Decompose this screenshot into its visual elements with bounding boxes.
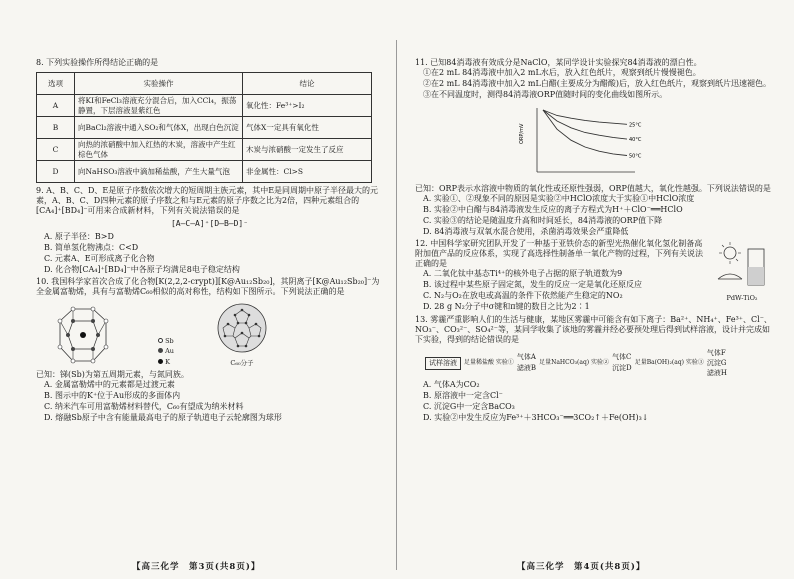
row-label: A bbox=[37, 95, 75, 117]
question-9-option-a: A. 原子半径：B>D bbox=[44, 232, 114, 241]
question-11-step-3: ③在不同温度时，测得84消毒液ORP值随时间的变化曲线如图所示。 bbox=[423, 90, 668, 99]
row-operation: 将KI和FeCl₃溶液充分混合后，加入CCl₄，振荡静置，下层溶液显紫红色 bbox=[75, 95, 243, 117]
question-10-figures bbox=[36, 300, 383, 367]
flow-step-1: 足量稀盐酸 实验① bbox=[464, 359, 514, 367]
c60-molecule-icon bbox=[214, 300, 270, 356]
row-operation: 向NaHSO₃溶液中滴加稀盐酸，产生大量气泡 bbox=[75, 161, 243, 183]
question-12-option-d: D. 28 g N₂分子中σ键和π键的数目之比为2∶1 bbox=[423, 302, 590, 311]
question-10-stem: 10. 我国科学家首次合成了化合物[K(2,2,2-crypt)][K@Au₁₂Sb₂₀]，其阴离子[K@Au₁₂Sb₂₀]⁻为全金属富勒烯，具有与富勒烯C₆₀相似的高对称性，结构如下图所示。下列说法正确的是 bbox=[36, 277, 380, 296]
table-header-option: 选项 bbox=[37, 73, 75, 95]
question-12-stem: 12. 中国科学家研究团队开发了一种基于亚铁价态的新型光热催化氧化氢化制备高附加值产品的反应体系，实现了高选择性制备单一氧化产物的过程，下列有关说法正确的是 bbox=[415, 239, 703, 268]
question-12-option-a: A. 二氧化钛中基态Ti⁴⁺的核外电子占据的原子轨道数为9 bbox=[423, 269, 623, 278]
question-11-option-b: B. 实验②中白醋与84消毒液发生反应的离子方程式为H⁺＋ClO⁻══HClO bbox=[423, 205, 683, 214]
question-10-option-d: D. 熔融Sb原子中含有能量最高电子的原子轨道电子云轮廓图为球形 bbox=[44, 413, 282, 423]
orp-series-line bbox=[543, 110, 627, 139]
row-conclusion: 木炭与浓硝酸一定发生了反应 bbox=[243, 139, 372, 161]
question-9-option-c: C. 元素A、E可形成离子化合物 bbox=[44, 254, 155, 263]
question-10-option-a: A. 金属富勒烯中的元素都是过渡元素 bbox=[44, 380, 175, 390]
question-11-step-1: ①在2 mL 84消毒液中加入2 mL水后，放入红色纸片，观察到纸片慢慢褪色。 bbox=[423, 68, 701, 77]
table-row bbox=[37, 161, 372, 183]
row-label: D bbox=[37, 161, 75, 183]
legend-sb-label: Sb bbox=[165, 336, 174, 345]
row-conclusion: 非金属性：Cl>S bbox=[243, 161, 372, 183]
question-11-option-d: D. 84消毒液与双氧水混合使用，杀菌消毒效果会严重降低 bbox=[423, 227, 629, 236]
question-10-note: 已知：锑(Sb)为第五周期元素，与氮同族。 bbox=[36, 370, 189, 380]
table-row bbox=[37, 139, 372, 161]
flow-gas-f: 气体F bbox=[706, 349, 726, 357]
question-12 bbox=[415, 239, 772, 313]
left-page-footer: 【高三化学 第3页(共8页)】 bbox=[132, 562, 261, 573]
flow-col-a bbox=[517, 353, 536, 373]
flow-sample-solution: 试样溶液 bbox=[425, 357, 461, 370]
question-10-option-c: C. 纳米汽车可用富勒烯材料替代，C₆₀有望成为纳米材料 bbox=[44, 402, 244, 412]
flow-precipitate-g: 沉淀G bbox=[706, 358, 727, 367]
row-operation: 向BaCl₂溶液中通入SO₂和气体X，出现白色沉淀 bbox=[75, 117, 243, 139]
legend-item bbox=[158, 357, 174, 367]
question-13-option-c: C. 沉淀G中一定含BaCO₃ bbox=[423, 402, 515, 412]
legend-k-label: K bbox=[165, 357, 170, 366]
question-11 bbox=[415, 58, 772, 237]
table-row bbox=[37, 95, 372, 117]
question-12-text bbox=[415, 239, 708, 313]
right-page bbox=[397, 0, 794, 579]
question-11-stem: 11. 已知84消毒液有效成分是NaClO，某同学设计实验探究84消毒液的漂白性。 bbox=[415, 58, 702, 67]
question-10-option-b: B. 图示中的K⁺位于Au形成的多面体内 bbox=[44, 391, 181, 401]
question-11-note: 已知：ORP表示水溶液中物质的氧化性或还原性强弱，ORP值越大，氧化性越强。下列说法错误的是 bbox=[415, 184, 771, 193]
row-conclusion: 氧化性：Fe³⁺>I₂ bbox=[243, 95, 372, 117]
row-label: B bbox=[37, 117, 75, 139]
question-8 bbox=[36, 58, 383, 183]
question-12-option-c: C. N₂与O₂在放电或高温的条件下依然能产生稳定的NO₂ bbox=[423, 291, 623, 300]
orp-series-label: 40°C bbox=[629, 137, 642, 144]
cluster-legend bbox=[158, 336, 174, 367]
question-8-title: 8. 下列实验操作所得结论正确的是 bbox=[36, 58, 159, 67]
flow-gas-c: 气体C bbox=[612, 353, 632, 362]
ion-structure-formula: [A—C—A]⁺[D—B—D]⁻ bbox=[170, 219, 249, 228]
catalyst-caption: PdW-TiO₂ bbox=[726, 294, 758, 302]
question-9-option-d: D. 化合物[CA₄]⁺[BD₄]⁻中各原子均满足8电子稳定结构 bbox=[44, 265, 240, 274]
flow-filtrate-h: 滤液H bbox=[706, 368, 728, 377]
table-header-operation: 实验操作 bbox=[75, 73, 243, 95]
question-9 bbox=[36, 186, 383, 275]
question-10 bbox=[36, 277, 383, 423]
chart-y-label: ORP/mV bbox=[519, 123, 525, 144]
table-header-conclusion: 结论 bbox=[243, 73, 372, 95]
photocatalyst-figure bbox=[712, 239, 772, 313]
orp-series-line bbox=[543, 110, 627, 124]
row-conclusion: 气体X一定具有氧化性 bbox=[243, 117, 372, 139]
flow-precipitate-d: 沉淀D bbox=[612, 364, 632, 373]
question-13-option-d: D. 实验②中发生反应为Fe³⁺＋3HCO₃⁻══3CO₂↑＋Fe(OH)₃↓ bbox=[423, 413, 649, 423]
chart-series-group bbox=[543, 110, 642, 160]
experiment-flowchart bbox=[425, 349, 772, 377]
legend-item bbox=[158, 346, 174, 356]
flow-step-3: 足量Ba(OH)₂(aq) 实验③ bbox=[634, 359, 704, 367]
question-8-table bbox=[36, 72, 372, 183]
question-13-stem: 13. 雾霾严重影响人们的生活与健康，某地区雾霾中可能含有如下离子：Ba²⁺、NH₄⁺、Fe³⁺、Cl⁻、NO₃⁻、CO₃²⁻、SO₄²⁻等，某同学收集了该地的雾霾并经必要预处理后得到试样溶液，设计并完成如下实验，得到的结论错误的是 bbox=[415, 315, 772, 344]
right-page-footer: 【高三化学 第4页(共8页)】 bbox=[517, 562, 646, 573]
flow-step-2: 足量NaHCO₃(aq) 实验② bbox=[539, 359, 610, 367]
flow-filtrate-b: 滤液B bbox=[516, 364, 537, 373]
table-row bbox=[37, 117, 372, 139]
question-12-option-b: B. 该过程中某些原子固定氮，发生的反应一定是氧化还原反应 bbox=[423, 280, 642, 289]
orp-chart-wrap bbox=[515, 102, 772, 182]
row-operation: 向热的浓硝酸中加入红热的木炭，溶液中产生红棕色气体 bbox=[75, 139, 243, 161]
orp-chart bbox=[515, 102, 665, 182]
question-13-option-b: B. 原溶液中一定含Cl⁻ bbox=[423, 391, 503, 401]
legend-item bbox=[158, 336, 174, 346]
question-12-wrap bbox=[415, 239, 772, 313]
cluster-structure-figure bbox=[48, 305, 118, 367]
question-9-option-b: B. 简单氢化物沸点：C<D bbox=[44, 243, 139, 252]
sun-catalyst-icon bbox=[712, 239, 772, 291]
c60-figure bbox=[214, 300, 270, 367]
legend-au-label: Au bbox=[165, 347, 174, 356]
orp-series-label: 25°C bbox=[629, 122, 642, 129]
question-13 bbox=[415, 315, 772, 423]
question-13-option-a: A. 气体A为CO₂ bbox=[423, 380, 480, 390]
c60-caption: C₆₀分子 bbox=[230, 359, 254, 367]
question-11-option-c: C. 实验③的结论是随温度升高和时间延长，84消毒液的ORP值下降 bbox=[423, 216, 663, 225]
flow-col-f bbox=[707, 349, 727, 377]
flow-gas-a: 气体A bbox=[516, 353, 536, 362]
orp-series-label: 50°C bbox=[629, 153, 642, 160]
question-11-step-2: ②在2 mL 84消毒液中加入2 mL白醋(主要成分为醋酸)后，放入红色纸片，观察到纸片迅速褪色。 bbox=[423, 79, 772, 88]
flow-col-c bbox=[612, 353, 632, 373]
row-label: C bbox=[37, 139, 75, 161]
question-11-option-a: A. 实验①、②现象不同的原因是实验②中HClO浓度大于实验①中HClO浓度 bbox=[423, 194, 695, 203]
question-9-stem: 9. A、B、C、D、E是原子序数依次增大的短周期主族元素，其中E是同周期中原子半径最大的元素，A、B、C、D四种元素的原子序数之和与E元素的原子序数之比为2倍，四种元素组合的[CA₄]⁺[BD₄]⁻可用来合成新材料，下列有关说法错误的是 bbox=[36, 186, 379, 215]
